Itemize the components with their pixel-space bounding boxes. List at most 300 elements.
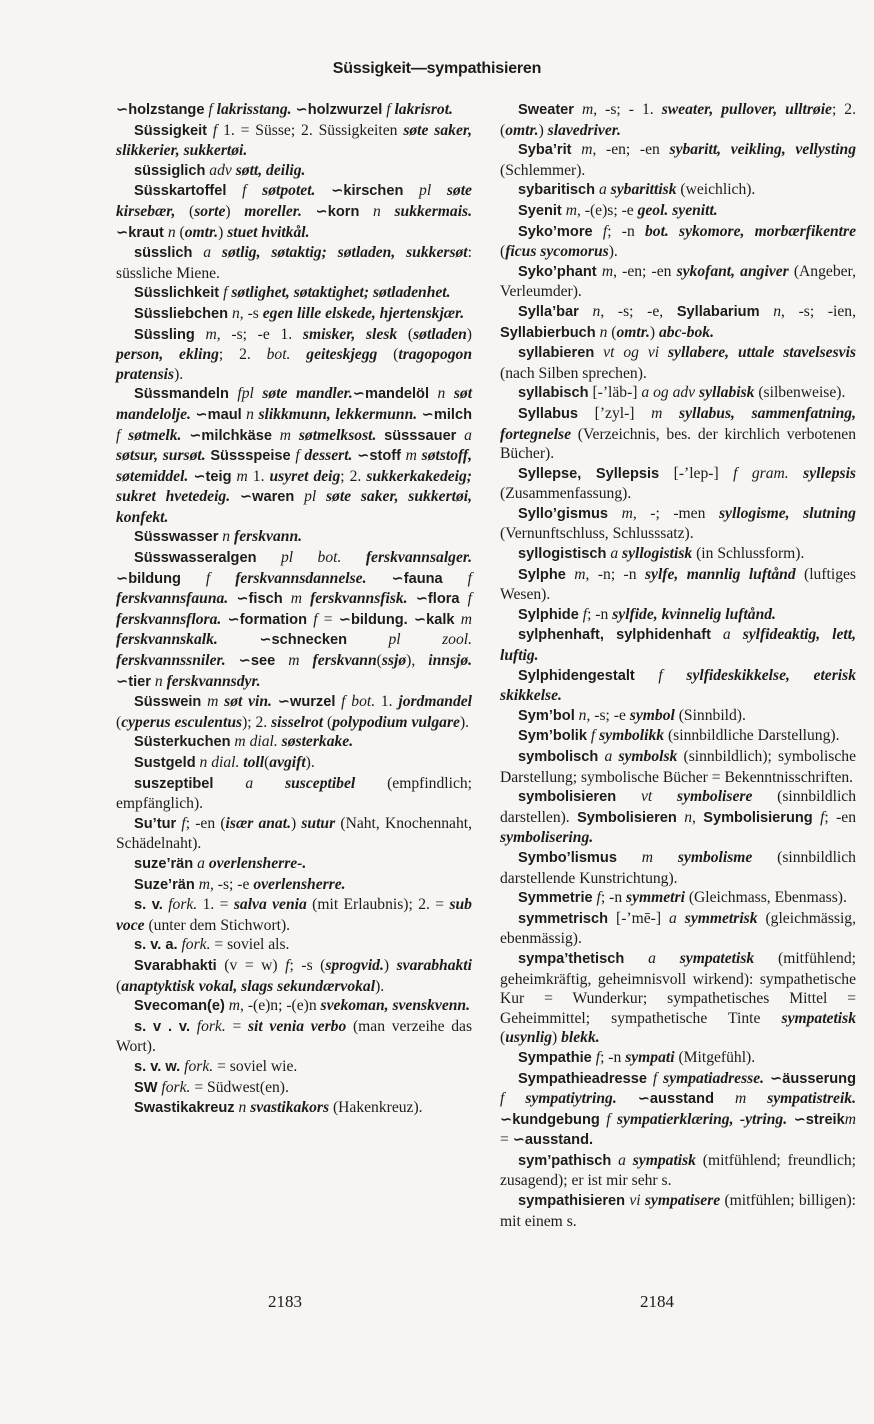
grammar-label: f <box>595 1048 601 1066</box>
grammar-label: fork. <box>181 936 211 954</box>
entry-text <box>211 244 222 261</box>
translation: sukkerkakedeig; sukret hvetedeig. <box>116 467 472 506</box>
headword: syllabisch <box>518 385 589 402</box>
entry-text: ( <box>116 713 122 731</box>
headword: ∽kalk <box>413 611 455 628</box>
entry-text: ; 2. ( <box>500 101 856 139</box>
translation: søtmelksost. <box>298 426 377 444</box>
entry-text: (Angeber, Verleumder). <box>500 262 857 301</box>
dictionary-entry <box>116 996 472 1017</box>
dictionary-entry <box>500 666 856 706</box>
dictionary-entry <box>116 548 472 692</box>
dictionary-entry <box>500 848 856 888</box>
grammar-label: a <box>464 426 472 444</box>
translation: symbolisere <box>677 788 753 806</box>
translation: svarabhakti <box>396 956 472 974</box>
grammar-label: m <box>621 504 633 522</box>
entry-text <box>731 626 743 643</box>
headword: ∽fauna <box>391 570 443 587</box>
entry-text <box>226 182 242 199</box>
dictionary-entry <box>116 692 472 732</box>
dictionary-entry <box>116 304 472 325</box>
translation: susceptibel <box>285 774 356 792</box>
grammar-label: pl <box>304 488 317 506</box>
entry-text <box>714 1090 735 1107</box>
headword: Symbo’lismus <box>518 849 617 866</box>
entry-text <box>594 344 603 361</box>
grammar-label: f <box>295 447 300 465</box>
translation: bot. sykomore, morbærfikentre <box>644 222 856 240</box>
dictionary-entry <box>116 875 472 896</box>
dictionary-entry <box>116 753 472 774</box>
headword: ∽bildung. <box>338 611 408 628</box>
entry-text: = <box>225 1017 248 1035</box>
translation: søtsur, sursøt. <box>116 447 206 465</box>
dictionary-entry <box>500 949 856 1048</box>
headword: ∽kirschen <box>331 183 404 200</box>
grammar-label: n <box>167 223 176 241</box>
dictionary-entry <box>116 283 472 304</box>
entry-text: ) <box>466 325 472 343</box>
entry-text: ( <box>116 977 122 995</box>
entry-text: (v = w) <box>216 956 286 974</box>
headword: Svarabhakti <box>134 957 217 974</box>
headword: ∽flora <box>415 591 460 608</box>
grammar-label: f <box>223 284 228 302</box>
headword: sybaritisch <box>518 182 596 199</box>
translation: sub voce <box>116 896 472 934</box>
headword: süsslich <box>134 245 193 262</box>
headword: ∽formation <box>227 611 307 628</box>
headword: Syllabus <box>518 405 579 422</box>
translation: sorte <box>194 202 226 220</box>
entry-text: (sinnbildlich darstellende Kunstrichtung). <box>500 848 856 887</box>
entry-text <box>617 1090 638 1107</box>
headword: ∽mandelöl <box>352 386 430 403</box>
dictionary-entry <box>500 464 856 504</box>
headword: süsssauer <box>384 427 457 444</box>
entry-text <box>315 182 331 199</box>
entry-text: [-’lep-] <box>659 464 734 482</box>
grammar-label: pl <box>419 182 432 200</box>
headword: s. v. <box>134 897 163 914</box>
grammar-label: m <box>734 1090 747 1108</box>
entry-text: = <box>317 610 339 628</box>
translation: abc-bok. <box>658 323 714 341</box>
entry-text <box>429 385 438 402</box>
headword: syllogistisch <box>518 546 607 563</box>
grammar-label: m <box>582 101 594 118</box>
headword: symmetrisch <box>518 910 609 927</box>
dictionary-entry <box>500 625 856 665</box>
entry-text <box>190 1018 197 1035</box>
grammar-label: f <box>285 956 290 974</box>
dictionary-entry <box>116 181 472 243</box>
translation: ferskvannsflora. <box>116 610 222 628</box>
grammar-label: f <box>582 605 588 623</box>
entry-text: ) <box>552 1029 562 1047</box>
dictionary-entry <box>500 383 856 404</box>
translation: søsterkake. <box>281 733 354 751</box>
entry-text: = <box>500 1131 513 1149</box>
headword: ∽teig <box>193 468 232 485</box>
translation: omtr. <box>184 223 219 241</box>
entry-text: , -n; -n <box>585 565 645 583</box>
translation: anaptyktisk vokal, slags sekundærvokal <box>121 977 376 995</box>
entry-text <box>659 344 668 361</box>
entry-text <box>760 303 774 320</box>
grammar-label: a <box>245 774 254 792</box>
headword: Süsswasser <box>134 529 219 546</box>
dictionary-entry <box>116 732 472 753</box>
headword: Süsterkuchen <box>134 734 231 751</box>
headword: Sylphidengestalt <box>518 667 635 684</box>
translation: sympatetisk <box>781 1009 856 1027</box>
grammar-label: m <box>198 875 210 893</box>
entry-text <box>230 488 240 505</box>
dictionary-entry <box>116 1098 472 1119</box>
entry-text <box>608 505 622 522</box>
headword: Symmetrie <box>518 890 593 907</box>
entry-text <box>302 203 316 220</box>
translation: sympatisk <box>632 1151 696 1169</box>
translation: ferskvannsdyr. <box>166 672 261 690</box>
grammar-label: m <box>641 848 654 866</box>
entry-text: ), <box>406 652 429 670</box>
page-number-left: 2183 <box>268 1292 302 1311</box>
translation: søte saker, sukkertøi, konfekt. <box>116 488 472 526</box>
dictionary-entry <box>116 243 472 283</box>
translation: sprogvid. <box>325 956 384 974</box>
headword: suze’rän <box>134 855 194 872</box>
entry-text <box>403 182 419 199</box>
entry-text: 1. <box>375 693 399 711</box>
entry-text: (Vernunftschluss, Schlusssatz). <box>500 525 694 543</box>
translation: symbolsk <box>618 748 678 765</box>
translation: syllogisme, slutning <box>718 504 856 522</box>
grammar-label: f <box>602 222 608 240</box>
entry-text: (nach Silben sprechen). <box>500 364 647 382</box>
dictionary-entry <box>116 121 472 161</box>
grammar-label: f <box>242 182 247 200</box>
dictionary-entry <box>500 404 856 464</box>
entry-text: ; -en <box>824 808 857 826</box>
headword: ∽kraut <box>116 224 164 241</box>
grammar-label: f <box>606 1110 611 1128</box>
entry-text: (in Schlussform). <box>692 545 805 563</box>
grammar-label: fork. <box>168 896 198 914</box>
entry-text <box>626 1152 633 1169</box>
grammar-label: m <box>405 447 417 465</box>
translation: søte kirsebær, <box>116 182 472 220</box>
grammar-label: m <box>581 141 593 159</box>
translation: geiteskjegg <box>306 346 378 364</box>
headword: ∽milchkäse <box>189 427 272 444</box>
headword: ∽holzwurzel <box>295 102 383 118</box>
grammar-label: n dial. <box>199 754 240 771</box>
headword: ∽milch <box>421 406 472 423</box>
entry-text <box>192 244 203 261</box>
translation: smisker, slesk <box>302 325 398 343</box>
headword: Syllo’gismus <box>518 505 609 522</box>
translation: sweater, pullover, ulltrøie <box>661 101 832 118</box>
translation: innsjø. <box>428 652 473 670</box>
translation: søtpotet. <box>262 182 316 200</box>
grammar-label: a <box>598 181 607 199</box>
translation: søtmelk. <box>128 426 182 444</box>
translation: overlensherre-. <box>208 854 307 872</box>
entry-text: ( <box>377 346 399 364</box>
grammar-label: n <box>154 672 163 690</box>
entry-text: [-’mē-] <box>608 909 669 927</box>
grammar-label: m <box>288 652 300 670</box>
entry-text: (unter dem Stichwort). <box>144 916 291 934</box>
grammar-label: f <box>658 666 663 684</box>
dictionary-entry <box>116 1057 472 1078</box>
headword: ∽bildung <box>116 570 181 587</box>
entry-text <box>572 141 582 158</box>
headword: süssiglich <box>134 162 206 179</box>
dictionary-entry <box>500 787 856 848</box>
grammar-label: a <box>604 748 613 765</box>
entry-text <box>746 1090 767 1107</box>
entry-text: ( <box>175 202 195 220</box>
translation: sylfide, kvinnelig luftånd. <box>612 605 776 623</box>
dictionary-entry <box>500 180 856 201</box>
entry-text: ( <box>376 652 382 670</box>
grammar-label: a og adv <box>641 384 696 402</box>
translation: sympatistreik. <box>767 1090 856 1108</box>
entry-text <box>504 1090 525 1107</box>
entry-text: ; -n <box>600 889 627 907</box>
entry-text: ) <box>218 223 228 241</box>
translation: især anat. <box>225 814 291 832</box>
grammar-label: vt og vi <box>603 344 660 362</box>
entry-text: , -s; -ien, <box>781 302 856 320</box>
translation: usynlig <box>505 1029 552 1047</box>
translation: ferskvann. <box>234 528 303 546</box>
grammar-label: m <box>205 325 217 343</box>
headword: Süsskartoffel <box>134 183 227 200</box>
grammar-label: pl bot. <box>280 549 342 567</box>
translation: tragopogon pratensis <box>116 346 473 383</box>
headword: ∽korn <box>315 203 360 220</box>
entry-text: ) <box>225 202 245 220</box>
dictionary-entry <box>116 325 472 385</box>
dictionary-entry <box>500 1048 856 1069</box>
entry-text <box>663 667 687 684</box>
entry-text: ; -s ( <box>289 956 326 974</box>
grammar-label: m <box>279 426 292 444</box>
translation: symbolikk <box>599 727 665 745</box>
translation: sympati <box>625 1048 675 1066</box>
headword: Syllabierbuch <box>500 324 596 341</box>
entry-text <box>275 652 288 669</box>
grammar-label: f <box>590 727 596 745</box>
entry-text: (Gleichmass, Ebenmass). <box>684 889 847 907</box>
entry-text <box>460 590 468 607</box>
entry-text: , -en; -en <box>613 262 677 280</box>
translation: egen lille elskede, hjertenskjær. <box>262 304 465 322</box>
dictionary-entry <box>116 814 472 854</box>
entry-text <box>566 566 574 583</box>
entry-text: ; -n <box>587 605 613 623</box>
entry-text: (Zusammenfassung). <box>500 485 632 503</box>
grammar-label: f <box>467 569 472 587</box>
translation: salva venia <box>233 896 307 914</box>
grammar-label: f <box>313 610 318 628</box>
translation: lakrisstang. <box>216 101 292 118</box>
entry-text <box>408 590 416 607</box>
entry-text: ). <box>608 243 618 261</box>
translation: sykofant, angiver <box>676 262 789 280</box>
headword: Süssmandeln <box>134 386 229 403</box>
headword: s. v. a. <box>134 937 178 954</box>
entry-text: ; 2. <box>218 346 267 364</box>
grammar-label: n <box>246 405 254 423</box>
entry-text: (man verzeihe das Wort). <box>116 1017 473 1056</box>
translation: syllogistisk <box>622 545 693 563</box>
headword: sympathisieren <box>518 1193 626 1210</box>
grammar-label: n <box>684 808 692 826</box>
translation: ferskvannssniler. <box>116 652 226 670</box>
entry-text: (Verzeichnis, bes. der kirchlich verbotenen Bücher). <box>500 425 856 463</box>
entry-text: = soviel wie. <box>213 1057 298 1075</box>
headword: Syllepse, Syllepsis <box>518 465 660 482</box>
entry-text: 1. = <box>197 896 234 914</box>
entry-text <box>246 182 262 199</box>
dictionary-entry <box>116 895 472 935</box>
grammar-label: f bot. <box>341 693 376 711</box>
translation: sylfideaktig, lett, luftig. <box>500 626 856 665</box>
entry-text: ( <box>397 325 414 343</box>
translation: søte saker, slikkerier, sukkertøi. <box>116 121 472 160</box>
dictionary-entry <box>116 956 472 996</box>
dictionary-entry <box>500 565 856 605</box>
headword: ∽fisch <box>236 591 283 608</box>
entry-text: ; -en ( <box>185 814 226 832</box>
dictionary-entry <box>116 854 472 875</box>
entry-text: (weichlich). <box>676 181 756 199</box>
headword: ∽stoff <box>357 448 401 465</box>
entry-text <box>616 788 641 805</box>
entry-text: (luftiges Wesen). <box>500 565 856 604</box>
translation: svastikakors <box>250 1099 330 1117</box>
grammar-label: n <box>238 1099 247 1117</box>
entry-text <box>443 570 468 587</box>
entry-text: ) <box>383 956 397 974</box>
entry-text: , -s; -e <box>210 875 254 893</box>
translation: ferskvannsfauna. <box>116 590 229 608</box>
entry-text <box>272 427 280 444</box>
headword: Sym’bolik <box>518 728 587 745</box>
translation: ferskvannsdannelse. <box>235 569 367 587</box>
headword: symbolisieren <box>518 789 617 806</box>
entry-text <box>195 326 206 343</box>
grammar-label: f <box>386 101 391 118</box>
entry-text: 1. = Süsse; 2. Süssigkeiten <box>217 121 404 139</box>
translation: slavedriver. <box>547 121 621 139</box>
translation: sylfideskikkelse, eterisk skikkelse. <box>500 666 856 705</box>
entry-text: ) <box>290 814 302 832</box>
translation: geol. syenitt. <box>637 201 718 219</box>
translation: syllabere, uttale stavelsesvis <box>667 344 856 362</box>
translation: sybarittisk <box>610 181 677 199</box>
grammar-label: n <box>222 528 231 546</box>
entry-text: (Schlemmer). <box>500 161 586 179</box>
grammar-label: n <box>592 302 601 320</box>
grammar-label: m <box>574 565 586 583</box>
translation: toll <box>243 754 265 771</box>
entry-text <box>300 652 313 669</box>
translation: ferskvannsfisk. <box>310 590 408 608</box>
translation: symbolisme <box>677 848 753 866</box>
dictionary-entry <box>500 1069 856 1151</box>
translation: symbolisering. <box>500 829 594 847</box>
entry-text: [-’läb-] <box>588 384 642 402</box>
dictionary-entry <box>500 222 856 262</box>
dictionary-entry <box>116 527 472 548</box>
entry-text: , -; -men <box>632 504 719 522</box>
translation: polypodium vulgare <box>332 713 460 731</box>
headword: Sympathie <box>518 1049 592 1066</box>
headword: Sym’bol <box>518 707 575 724</box>
entry-text <box>291 427 299 444</box>
headword: Suze’rän <box>134 876 195 893</box>
entry-text: , -en; -en <box>592 141 670 159</box>
entry-text: ( <box>264 754 270 771</box>
entry-text: ). <box>459 713 470 731</box>
entry-text: (Hakenkreuz). <box>329 1099 423 1117</box>
headword: Süsslichkeit <box>134 285 220 302</box>
dictionary-entry <box>500 544 856 565</box>
entry-text <box>226 652 239 669</box>
translation: sympatiadresse. <box>663 1069 765 1087</box>
headword: Su’tur <box>134 815 177 832</box>
right-column <box>500 100 856 1231</box>
translation: sutur <box>301 814 336 832</box>
dictionary-entry <box>116 1078 472 1099</box>
entry-text: (mitfühlen; billigen): mit einem s. <box>500 1192 857 1230</box>
headword: Syko’phant <box>518 263 597 280</box>
headword: s. v . v. <box>134 1018 191 1035</box>
entry-text <box>210 570 235 587</box>
running-head: Süssigkeit—sympathisieren <box>332 60 542 77</box>
dictionary-entry <box>500 726 856 747</box>
grammar-label: a <box>197 854 205 872</box>
entry-text <box>257 549 281 566</box>
headword: ∽see <box>238 653 276 670</box>
translation: lakrisrot. <box>394 101 453 118</box>
headword: ∽ausstand. <box>512 1132 594 1149</box>
left-column <box>116 100 472 1119</box>
entry-text <box>213 775 245 792</box>
entry-text: ) <box>649 323 659 341</box>
dictionary-entry <box>500 706 856 727</box>
entry-text: ); 2. <box>242 713 272 731</box>
entry-text <box>652 788 677 805</box>
entry-text: 1. <box>247 467 270 485</box>
entry-text <box>283 590 291 607</box>
headword: Süssigkeit <box>134 122 207 139</box>
entry-text <box>120 427 128 444</box>
headword: Swastikakreuz <box>134 1100 235 1117</box>
dictionary-entry <box>500 605 856 626</box>
entry-text: (gleichmässig, ebenmässig). <box>500 909 856 948</box>
headword: Syko’more <box>518 223 593 240</box>
entry-text: (sinnbildliche Darstellung). <box>664 727 840 745</box>
entry-text: (sinnbildlich); symbolische Darstellung; symbolische Bücher = Bekenntnisschriften. <box>500 748 856 786</box>
